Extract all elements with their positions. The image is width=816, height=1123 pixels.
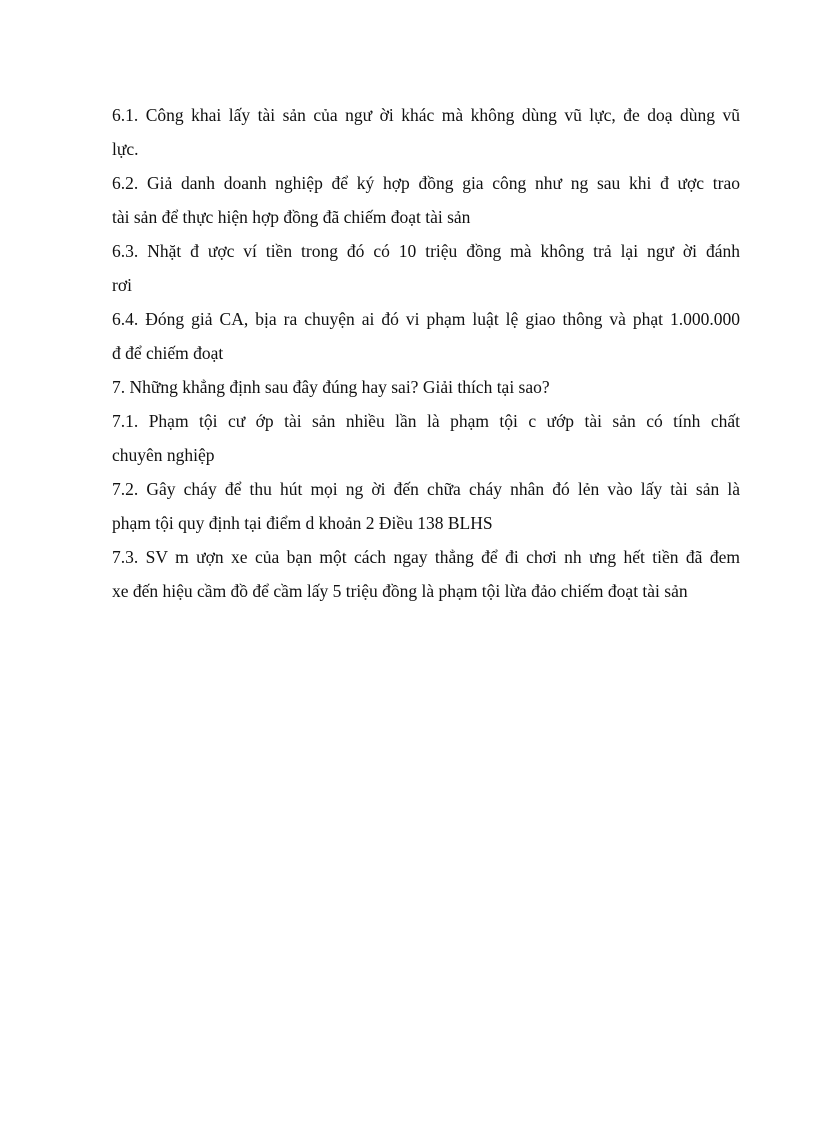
- paragraph-line: 6.1. Công khai lấy tài sản của ngư ời khác mà không dùng vũ lực, đe doạ dùng vũ: [112, 105, 740, 125]
- paragraph-line: 7. Những khẳng định sau đây đúng hay sai? Giải thích tại sao?: [112, 377, 550, 397]
- paragraph-line: chuyên nghiệp: [112, 445, 215, 465]
- paragraph-line: lực.: [112, 139, 139, 159]
- paragraph-6-3: [112, 234, 740, 302]
- paragraph-6-4: [112, 302, 740, 370]
- document-body: [112, 98, 740, 608]
- paragraph-line: xe đến hiệu cầm đồ để cầm lấy 5 triệu đồng là phạm tội lừa đảo chiếm đoạt tài sản: [112, 581, 688, 601]
- paragraph-line: đ để chiếm đoạt: [112, 343, 224, 363]
- paragraph-7-2: [112, 472, 740, 540]
- paragraph-6-1: [112, 98, 740, 166]
- paragraph-7-1: [112, 404, 740, 472]
- paragraph-line: tài sản để thực hiện hợp đồng đã chiếm đoạt tài sản: [112, 207, 471, 227]
- paragraph-line: phạm tội quy định tại điểm d khoản 2 Điều 138 BLHS: [112, 513, 493, 533]
- paragraph-line: 6.2. Giả danh doanh nghiệp để ký hợp đồng gia công như ng sau khi đ ược trao: [112, 173, 740, 193]
- question-7-heading: [112, 370, 740, 404]
- paragraph-line: rơi: [112, 275, 132, 295]
- paragraph-line: 7.1. Phạm tội cư ớp tài sản nhiều lần là phạm tội c ướp tài sản có tính chất: [112, 411, 740, 431]
- paragraph-7-3: [112, 540, 740, 608]
- paragraph-line: 7.2. Gây cháy để thu hút mọi ng ời đến chữa cháy nhân đó lẻn vào lấy tài sản là: [112, 479, 740, 499]
- paragraph-6-2: [112, 166, 740, 234]
- paragraph-line: 6.3. Nhặt đ ược ví tiền trong đó có 10 triệu đồng mà không trả lại ngư ời đánh: [112, 241, 740, 261]
- paragraph-line: 7.3. SV m ượn xe của bạn một cách ngay thẳng để đi chơi nh ưng hết tiền đã đem: [112, 547, 740, 567]
- paragraph-line: 6.4. Đóng giả CA, bịa ra chuyện ai đó vi phạm luật lệ giao thông và phạt 1.000.000: [112, 309, 740, 329]
